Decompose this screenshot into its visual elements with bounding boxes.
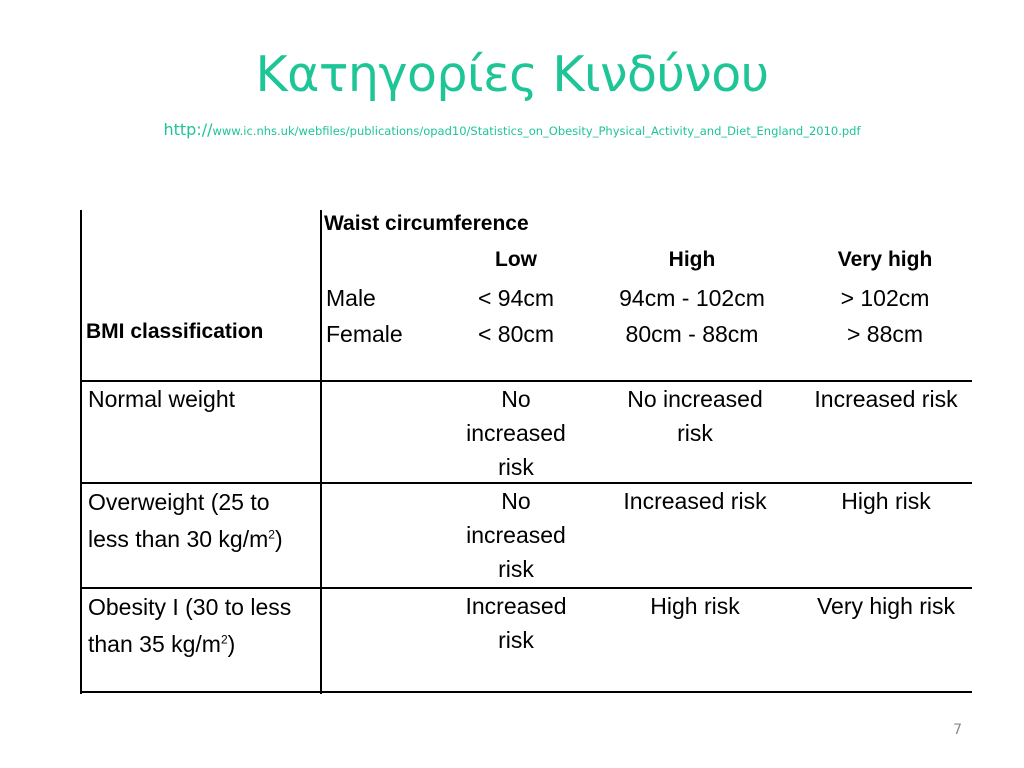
cell-text-line: Very high risk [816, 593, 956, 619]
group-header: Waist circumference [324, 212, 529, 235]
female-threshold-high: 80cm - 88cm [625, 321, 759, 347]
cell-text-line: Increased risk [814, 386, 958, 412]
male-label: Male [326, 285, 376, 311]
row-label-normal-weight: Normal weight [88, 386, 235, 412]
row-label-line: less than 30 $kg/m^2$) [88, 526, 283, 552]
row-label-line: Overweight (25 to [88, 489, 270, 515]
cell-normal-high [600, 382, 790, 450]
row-label-line: than 35 $kg/m^2$) [88, 631, 236, 657]
cell-text-line: risk [498, 454, 534, 480]
row-header-label: BMI classification [86, 320, 264, 343]
column-header-high: High [668, 248, 716, 271]
row-label-overweight [88, 484, 283, 558]
cell-text-line: increased [466, 522, 566, 548]
cell-obesity-very-high [800, 589, 972, 623]
table-bottom-border [80, 691, 972, 693]
source-link-path: www.ic.nhs.uk/webfiles/publications/opad10/Statistics_on_Obesity_Physical_Activity_and_Diet_England_2010.pdf [212, 124, 861, 138]
cell-text-line: Increased [465, 593, 567, 619]
cell-text-line: risk [498, 627, 534, 653]
male-threshold-very-high: > 102cm [840, 285, 930, 311]
slide-title: Κατηγορίες Κινδύνου [255, 46, 769, 103]
cell-overweight-high [600, 484, 790, 518]
cell-normal-very-high [800, 382, 972, 416]
superscript: 2 [268, 527, 275, 542]
row-label-obesity-i [88, 589, 291, 663]
cell-text-line: High risk [841, 488, 931, 514]
row-label-line: Obesity I (30 to less [88, 594, 292, 620]
male-threshold-low: < 94cm [477, 285, 555, 311]
source-link-protocol: http:// [163, 120, 213, 139]
male-threshold-high: 94cm - 102cm [619, 285, 765, 311]
female-threshold-very-high: > 88cm [846, 321, 924, 347]
female-threshold-low: < 80cm [477, 321, 555, 347]
cell-text-line: Increased risk [623, 488, 767, 514]
column-header-very-high: Very high [837, 248, 933, 271]
cell-text-line: risk [498, 556, 534, 582]
female-label: Female [326, 321, 403, 347]
table-left-border [80, 210, 82, 694]
cell-obesity-high [600, 589, 790, 623]
cell-obesity-low [450, 589, 582, 657]
page-number: 7 [953, 722, 962, 738]
superscript: 2 [220, 632, 228, 647]
cell-text-line: No increased [627, 386, 763, 412]
cell-text-line: risk [677, 420, 713, 446]
cell-text-line: High risk [650, 593, 740, 619]
cell-text-line: No [501, 386, 531, 412]
cell-normal-low [450, 382, 582, 484]
table-divider [320, 210, 322, 694]
cell-overweight-very-high [800, 484, 972, 518]
cell-text-line: increased [466, 420, 566, 446]
cell-overweight-low [450, 484, 582, 586]
column-header-low: Low [495, 248, 537, 271]
cell-text-line: No [501, 488, 531, 514]
